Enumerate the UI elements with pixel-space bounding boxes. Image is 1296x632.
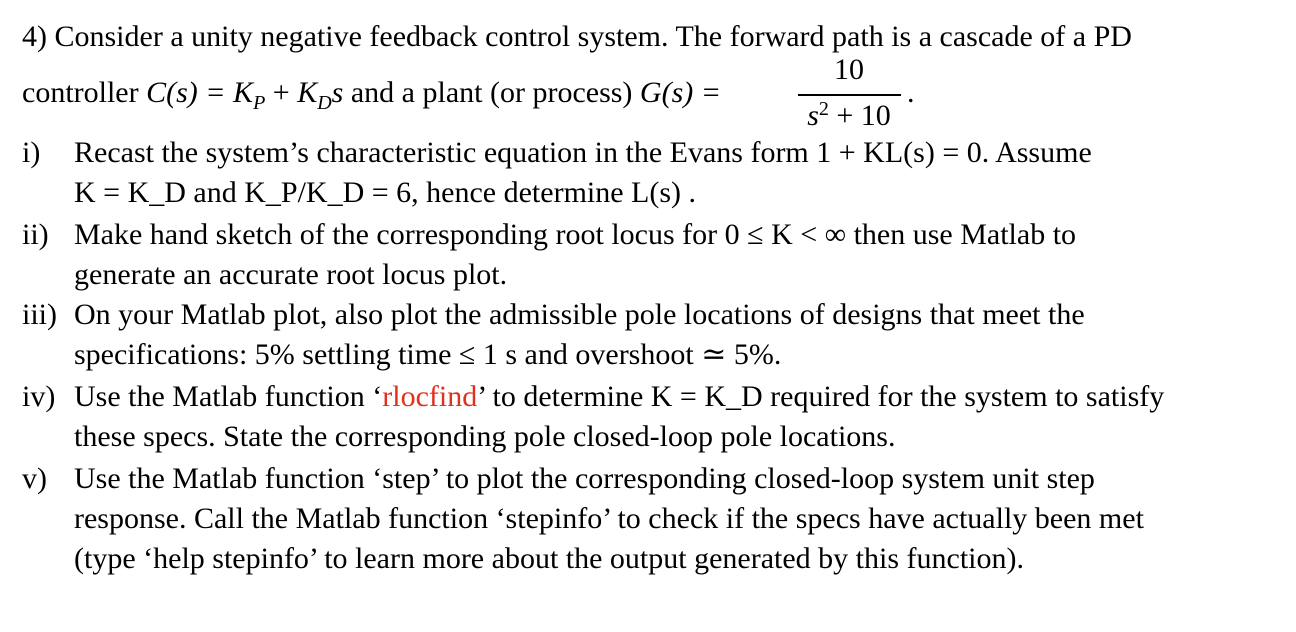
item-iv-line-1 (74, 380, 1164, 414)
item-v-label: v) (22, 462, 47, 495)
controller-s: s (331, 76, 344, 109)
item-ii-label: ii) (22, 218, 49, 251)
problem-intro-line-2 (22, 76, 721, 113)
problem-intro-text: Consider a unity negative feedback control system. The forward path is a cascade of a PD (54, 20, 1132, 53)
controller-label: controller (22, 76, 139, 109)
item-iv-label: iv) (22, 380, 56, 413)
plant-period: . (907, 76, 915, 109)
denominator-power: 2 (818, 98, 829, 120)
kd-subscript: D (317, 92, 332, 114)
item-i-line-2: K = K_D and K_P/K_D = 6, hence determine L(s) . (74, 176, 697, 209)
kp-subscript: P (253, 92, 266, 114)
item-iv-text-b: ’ to determine K = K_D required for the system to satisfy (477, 380, 1165, 413)
plus-sign: + (265, 76, 298, 109)
denominator-s: s (807, 99, 819, 132)
problem-number: 4) (22, 20, 47, 53)
kp-symbol: K (233, 76, 254, 109)
kd-symbol: K (297, 76, 318, 109)
item-iv-line-2: these specs. State the corresponding pole closed-loop pole locations. (74, 420, 896, 453)
item-v-line-2: response. Call the Matlab function ‘stepinfo’ to check if the specs have actually been met (74, 502, 1144, 535)
plant-numerator: 10 (834, 53, 864, 86)
rlocfind-highlight: rlocfind (382, 380, 478, 413)
item-iii-label: iii) (22, 298, 57, 331)
problem-intro-line-1 (22, 20, 1132, 54)
item-ii-line-2: generate an accurate root locus plot. (74, 258, 508, 291)
item-v-line-3: (type ‘help stepinfo’ to learn more about the output generated by this function). (74, 542, 1024, 575)
plant-denominator (790, 99, 908, 136)
item-iii-line-2: specifications: 5% settling time ≤ 1 s and overshoot ≃ 5%. (74, 338, 782, 371)
item-iv-text-a: Use the Matlab function ‘ (74, 380, 383, 413)
item-ii-line-1: Make hand sketch of the corresponding root locus for 0 ≤ K < ∞ then use Matlab to (74, 218, 1077, 251)
item-iii-line-1: On your Matlab plot, also plot the admissible pole locations of designs that meet the (74, 298, 1085, 331)
controller-lhs: C(s) = (146, 76, 234, 109)
denominator-rest: + 10 (828, 99, 891, 132)
item-i-line-1: Recast the system’s characteristic equation in the Evans form 1 + KL(s) = 0. Assume (74, 136, 1092, 169)
controller-equation (146, 76, 344, 114)
plant-fraction (790, 55, 908, 135)
plant-lhs: G(s) = (639, 76, 721, 109)
fraction-bar (798, 94, 901, 96)
item-v-line-1: Use the Matlab function ‘step’ to plot the corresponding closed-loop system unit step (74, 462, 1095, 495)
plant-label: and a plant (or process) (350, 76, 633, 109)
item-i-label: i) (22, 136, 41, 169)
